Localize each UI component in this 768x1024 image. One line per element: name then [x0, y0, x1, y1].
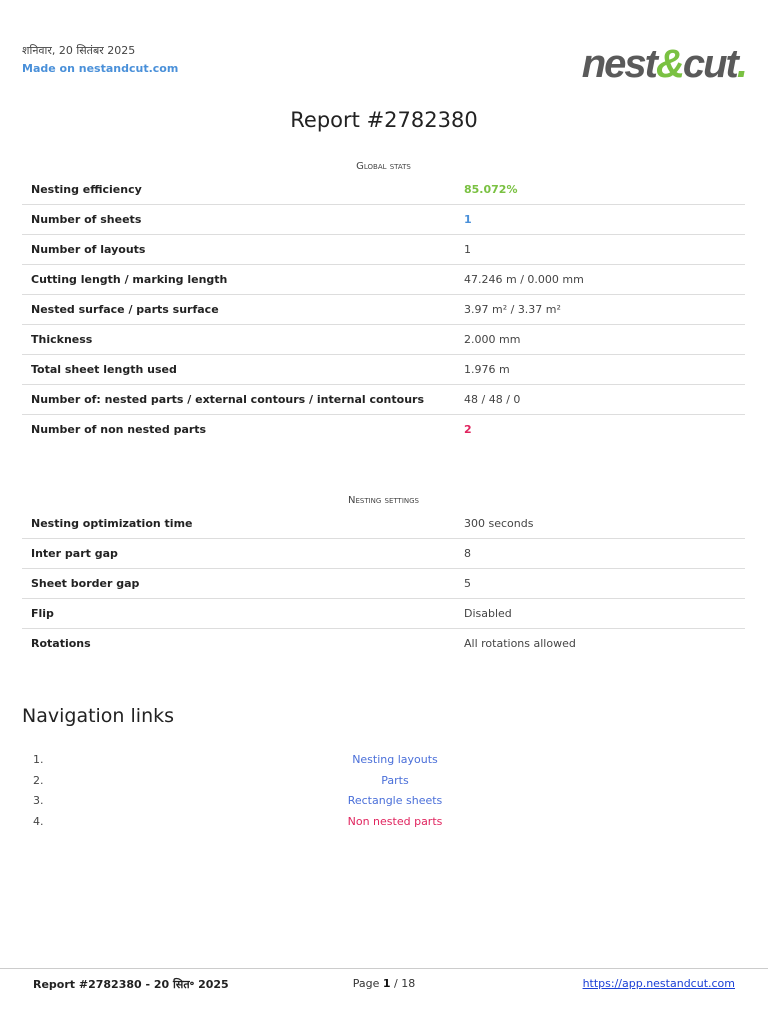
global-stats-caption: Global stats: [356, 161, 411, 172]
setting-value: Disabled: [455, 599, 745, 629]
logo-dot: .: [736, 42, 746, 86]
table-row: [22, 569, 745, 599]
stat-value: 85.072%: [455, 175, 745, 205]
app-link[interactable]: https://app.nestandcut.com: [582, 977, 735, 990]
global-stats-table: [22, 175, 745, 444]
table-row: [22, 325, 745, 355]
setting-value: 300 seconds: [455, 509, 745, 539]
stat-value: 1.976 m: [455, 355, 745, 385]
global-stats-section: [22, 159, 745, 444]
table-row: [22, 355, 745, 385]
page-total: 18: [401, 977, 416, 990]
logo-part-cut: cut: [682, 42, 737, 86]
logo-ampersand: &: [655, 42, 683, 86]
stat-label: Total sheet length used: [22, 355, 455, 385]
stat-value: 2: [464, 423, 472, 436]
navigation-heading: Navigation links: [22, 705, 175, 727]
list-item: [22, 812, 745, 833]
table-row: [22, 385, 745, 415]
setting-value: All rotations allowed: [464, 637, 576, 650]
nesting-settings-caption: Nesting settings: [348, 495, 419, 506]
table-row: [22, 599, 745, 629]
nesting-layouts-link[interactable]: Nesting layouts: [352, 753, 438, 766]
stat-value: 2.000 mm: [455, 325, 745, 355]
list-number: 4.: [33, 814, 44, 828]
report-title: Report #2782380: [290, 108, 478, 132]
list-item: [22, 750, 745, 771]
setting-label: Rotations: [31, 637, 91, 650]
stat-value: 1: [455, 235, 745, 265]
setting-label: Inter part gap: [22, 539, 455, 569]
page-header: [22, 44, 746, 84]
stat-label: Number of: nested parts / external contours / internal contours: [22, 385, 455, 415]
setting-value: 8: [455, 539, 745, 569]
setting-value: 5: [455, 569, 745, 599]
stat-value: 3.97 m² / 3.37 m²: [455, 295, 745, 325]
page-footer: [0, 968, 768, 999]
non-nested-parts-link[interactable]: Non nested parts: [347, 814, 443, 828]
list-number: 1.: [33, 753, 44, 766]
page-current: 1: [382, 977, 391, 990]
setting-label: Sheet border gap: [22, 569, 455, 599]
table-row: [22, 235, 745, 265]
nestandcut-logo: [582, 42, 746, 86]
table-row: [22, 539, 745, 569]
list-number: 3.: [33, 794, 44, 807]
stat-value: 1: [455, 205, 745, 235]
table-row: [22, 205, 745, 235]
stat-value: 47.246 m / 0.000 mm: [455, 265, 745, 295]
list-item: [22, 791, 745, 812]
footer-report-label: Report #2782380 - 20 सित॰ 2025: [33, 978, 229, 991]
logo-part-nest: nest: [581, 42, 656, 86]
list-item: [22, 771, 745, 792]
stat-label: Thickness: [22, 325, 455, 355]
made-on-link[interactable]: Made on nestandcut.com: [22, 62, 179, 75]
navigation-list: [22, 750, 745, 832]
table-row: [22, 295, 745, 325]
setting-label: Flip: [22, 599, 455, 629]
report-date: शनिवार, 20 सितंबर 2025: [22, 44, 136, 57]
list-number: 2.: [33, 773, 44, 787]
stat-label: Nesting efficiency: [22, 175, 455, 205]
nesting-settings-table: [22, 509, 745, 658]
stat-label: Number of sheets: [22, 205, 455, 235]
table-row: [22, 265, 745, 295]
stat-label: Number of layouts: [22, 235, 455, 265]
page-separator: /: [390, 977, 402, 990]
stat-label: Cutting length / marking length: [22, 265, 455, 295]
setting-label: Nesting optimization time: [22, 509, 455, 539]
stat-label: Nested surface / parts surface: [22, 295, 455, 325]
parts-link[interactable]: Parts: [381, 773, 409, 787]
nesting-settings-section: [22, 493, 745, 658]
table-row: [22, 415, 745, 445]
stat-label: Number of non nested parts: [31, 423, 207, 436]
page-label: Page: [352, 977, 380, 990]
table-row: [22, 629, 745, 659]
table-row: [22, 175, 745, 205]
stat-value: 48 / 48 / 0: [455, 385, 745, 415]
rectangle-sheets-link[interactable]: Rectangle sheets: [347, 794, 443, 807]
table-row: [22, 509, 745, 539]
